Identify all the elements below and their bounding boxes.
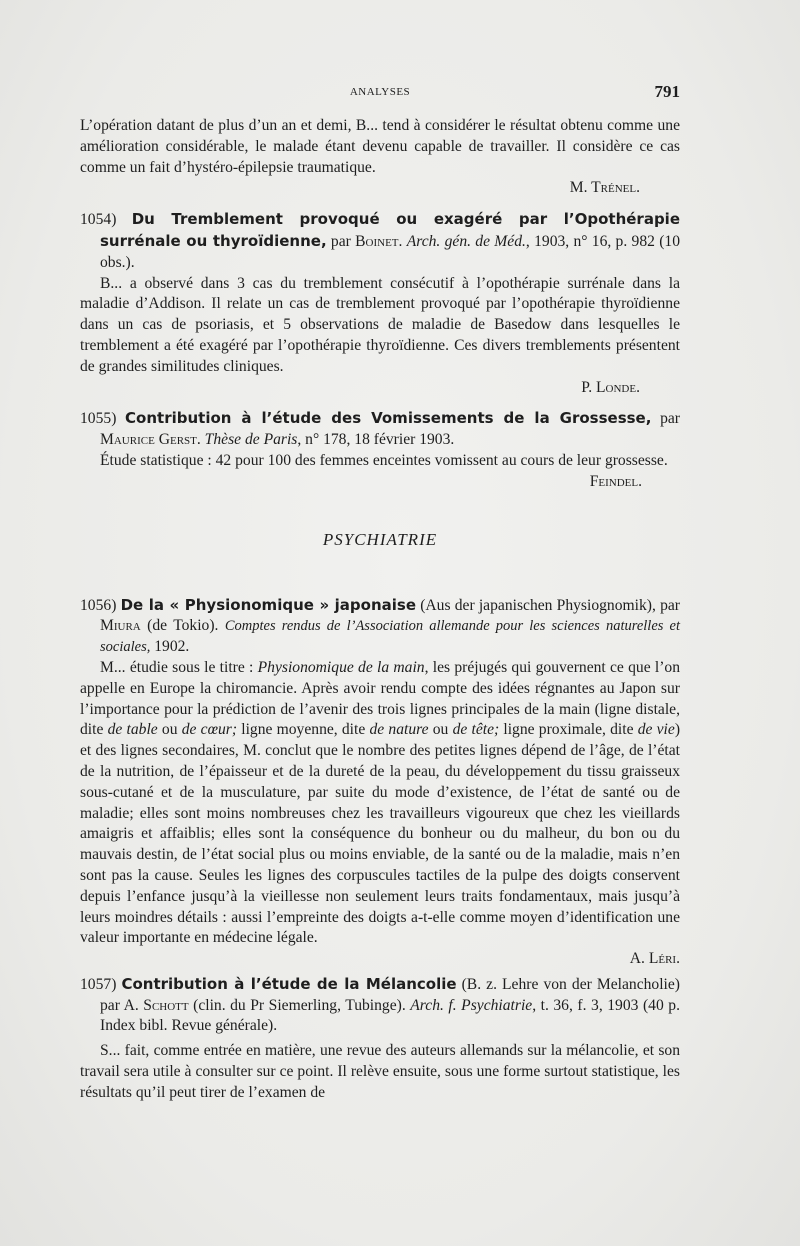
abstract-title: Contribution à l’étude de la Mélancolie bbox=[121, 974, 457, 993]
abstract-1054-body: B... a observé dans 3 cas du tremblement consécutif à l’opothérapie surrénale dans la maladie d’Addison. Il relate un cas de tremblement provoqué par l’opothérapie thyroïdienne dans un cas de psoriasis, et 5 observations de maladie de Basedow dans lesquelles le tremblement a été exagéré par l’opothérapie thyroïdienne. Ces divers tremblements présentent de grandes similitudes cliniques. bbox=[80, 274, 680, 375]
abstract-1055-body: Étude statistique : 42 pour 100 des femmes enceintes vomissent au cours de leur grossesse. Feindel. bbox=[80, 451, 680, 472]
abstract-journal: Arch. f. Psychiatrie bbox=[410, 996, 533, 1014]
intro-signature: M. Trénel. bbox=[569, 179, 640, 197]
abstract-1056-heading: 1056) De la « Physionomique » japonaise (Aus der japanischen Physiognomik), par Miura (de Tokio). Comptes rendus de l’Association allemande pour les sciences naturelles et sociales, 1902. bbox=[80, 595, 680, 656]
abstract-title: De la « Physionomique » japonaise bbox=[120, 595, 417, 614]
abstract-1055-heading: 1055) Contribution à l’étude des Vomissements de la Grossesse, par Maurice Gerst. Thèse de Paris, n° 178, 18 février 1903. bbox=[80, 409, 680, 449]
abstract-1054 bbox=[80, 209, 680, 398]
abstract-1057-body: S... fait, comme entrée en matière, une revue des auteurs allemands sur la mélancolie, et son travail sera utile à consulter sur ce point. Il relève ensuite, sous une forme surtout statistique, les résultats qu’il peut tirer de l’examen de bbox=[80, 1042, 680, 1101]
abstract-journal: Thèse de Paris bbox=[204, 431, 298, 449]
text-column bbox=[80, 116, 680, 1104]
abstract-author: Maurice Gerst bbox=[100, 431, 197, 449]
abstract-number: 1057) bbox=[80, 975, 117, 993]
abstract-1056-signature: A. Léri. bbox=[629, 950, 680, 968]
abstract-1057 bbox=[80, 974, 680, 1104]
running-head bbox=[80, 82, 680, 104]
abstract-1054-signature: P. Londe. bbox=[581, 378, 640, 396]
abstract-1055-signature: Feindel. bbox=[589, 472, 642, 490]
abstract-1054-heading: 1054) Du Tremblement provoqué ou exagéré par l’Opothérapie surrénale ou thyroïdienne, par Boinet. Arch. gén. de Méd., 1903, n° 16, p. 982 (10 obs.). bbox=[80, 210, 680, 271]
abstract-title: Contribution à l’étude des Vomissements de la Grossesse, bbox=[125, 409, 652, 428]
abstract-1055 bbox=[80, 408, 680, 490]
abstract-number: 1054) bbox=[80, 211, 117, 229]
abstract-author: Schott bbox=[143, 996, 189, 1014]
abstract-author: Miura bbox=[100, 617, 141, 635]
abstract-number: 1056) bbox=[80, 596, 117, 614]
running-title: ANALYSES bbox=[349, 86, 411, 98]
abstract-number: 1055) bbox=[80, 410, 117, 428]
intro-paragraph: L’opération datant de plus d’un an et demi, B... tend à considérer le résultat obtenu comme une amélioration considérable, le malade étant devenu capable de travailler. Il considère ce cas comme un fait d’hystéro-épilepsie traumatique. bbox=[80, 117, 680, 176]
page-number: 791 bbox=[654, 82, 680, 101]
abstract-journal: Comptes rendus de l’Association allemande pour les sciences naturelles et sociales, bbox=[100, 618, 680, 656]
abstract-1056 bbox=[80, 595, 680, 970]
section-heading: PSYCHIATRIE bbox=[322, 529, 438, 549]
abstract-author: Boinet bbox=[355, 232, 399, 250]
abstract-1057-heading: 1057) Contribution à l’étude de la Mélancolie (B. z. Lehre von der Melancholie) par A. Schott (clin. du Pr Siemerling, Tubinge). Arch. f. Psychiatrie, t. 36, f. 3, 1903 (40 p. Index bibl. Revue générale). bbox=[80, 974, 680, 1035]
abstract-1056-body: M... étudie sous le titre : Physionomique de la main, les préjugés qui gouvernent ce que l’on appelle en Europe la chiromancie. Après avoir rendu compte des idées régnantes au Japon sur l’importance pour la prédiction de l’avenir des trois lignes principales de la main (ligne distale, dite de table ou de cœur; ligne moyenne, dite de nature ou de tête; ligne proximale, dite de vie) et des lignes secondaires, M. conclut que le nombre des petites lignes dépend de l’âge, de l’état de la nutrition, de l’épaisseur et de la dureté de la peau, du développement du tissu graisseux sous-cutané et de la musculature, par suite du mode d’existence, de l’état de santé ou de maladie; elles sont moins nombreuses chez les travailleurs vigoureux que chez les vieillards amaigris et affaiblis; elles sont la conséquence du bonheur ou du malheur, du bon ou du mauvais destin, de l’état social plus ou moins enviable, de la santé ou de la maladie, mais n’en sont pas la cause. Seules les lignes des corpuscules tactiles de la pulpe des doigts conservent depuis l’enfance jusqu’à la vieillesse non seulement leurs traits fondamentaux, mais jusqu’à leurs moindres détails : aussi l’empreinte des doigts a-t-elle comme moyen d’identification une valeur importante en médecine légale. bbox=[80, 658, 681, 947]
abstract-title: Du Tremblement provoqué ou exagéré par l’Opothérapie surrénale ou thyroïdienne, bbox=[100, 210, 680, 250]
abstract-journal: Arch. gén. de Méd. bbox=[406, 232, 526, 250]
